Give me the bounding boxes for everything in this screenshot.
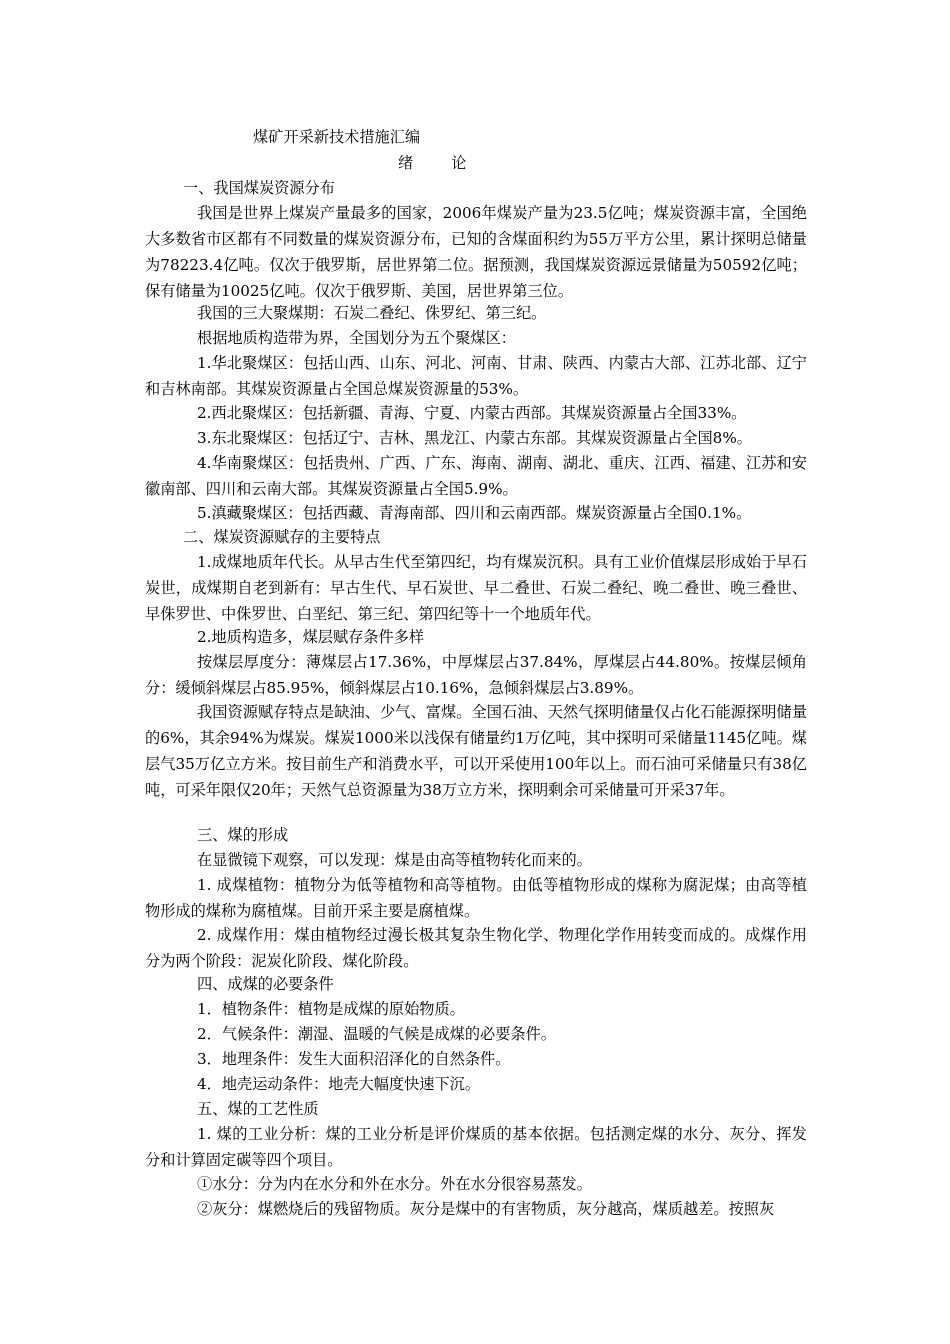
paragraph: 4．地壳运动条件：地壳大幅度快速下沉。 [197,1075,481,1093]
paragraph: 1. 成煤植物：植物分为低等植物和高等植物。由低等植物形成的煤称为腐泥煤；由高等植物形成的煤称为腐植煤。目前开采主要是腐植煤。 [145,876,807,920]
paragraph: 1．植物条件：植物是成煤的原始物质。 [197,1000,465,1018]
paragraph: 1.成煤地质年代长。从早古生代至第四纪，均有煤炭沉积。具有工业价值煤层形成始于早石炭世，成煤期自老到新有：早古生代、早石炭世、早二叠世、石炭二叠纪、晚二叠世、晚三叠世、早侏罗世、中侏罗世、白垩纪、第三纪、第四纪等十一个地质年代。 [145,553,807,623]
section-heading-3: 三、煤的形成 [197,826,289,844]
paragraph: 2．气候条件：潮湿、温暖的气候是成煤的必要条件。 [197,1025,556,1043]
chapter-title-right: 论 [451,154,467,172]
paragraph: 3．地理条件：发生大面积沼泽化的自然条件。 [197,1050,511,1068]
section-heading-5: 五、煤的工艺性质 [197,1100,319,1118]
paragraph: 3.东北聚煤区：包括辽宁、吉林、黑龙江、内蒙古东部。其煤炭资源量占全国8%。 [197,429,752,447]
chapter-title [398,152,466,174]
paragraph: 我国是世界上煤炭产量最多的国家，2006年煤炭产量为23.5亿吨；煤炭资源丰富，全国绝大多数省市区都有不同数量的煤炭资源分布，已知的含煤面积约为55万平方公里，累计探明总储量为78223.4亿吨。仅次于俄罗斯，居世界第二位。据预测，我国煤炭资源远景储量为50592亿吨；保有储量为10025亿吨。仅次于俄罗斯、美国，居世界第三位。 [145,204,807,300]
paragraph: 4.华南聚煤区：包括贵州、广西、广东、海南、湖南、湖北、重庆、江西、福建、江苏和安徽南部、四川和云南大部。其煤炭资源量占全国5.9%。 [145,454,807,498]
section-heading-1: 一、我国煤炭资源分布 [183,179,335,197]
paragraph: 我国的三大聚煤期：石炭二叠纪、侏罗纪、第三纪。 [197,304,547,322]
section-heading-2: 二、煤炭资源赋存的主要特点 [183,528,381,546]
paragraph: ①水分：分为内在水分和外在水分。外在水分很容易蒸发。 [197,1175,592,1193]
paragraph: 2.地质构造多，煤层赋存条件多样 [197,628,425,646]
paragraph: 2. 成煤作用：煤由植物经过漫长极其复杂生物化学、物理化学作用转变而成的。成煤作用分为两个阶段：泥炭化阶段、煤化阶段。 [145,926,807,970]
paragraph: 1.华北聚煤区：包括山西、山东、河北、河南、甘肃、陕西、内蒙古大部、江苏北部、辽宁和吉林南部。其煤炭资源量占全国总煤炭资源量的53%。 [145,354,807,398]
paragraph: 我国资源赋存特点是缺油、少气、富煤。全国石油、天然气探明储量仅占化石能源探明储量的6%，其余94%为煤炭。煤炭1000米以浅保有储量约1万亿吨，其中探明可采储量1145亿吨。煤层气35万亿立方米。按目前生产和消费水平，可以开采使用100年以上。而石油可采储量只有38亿吨，可采年限仅20年；天然气总资源量为38万立方米，探明剩余可采储量可开采37年。 [145,703,807,799]
paragraph: 根据地质构造带为界，全国划分为五个聚煤区： [197,329,516,347]
paragraph: ②灰分：煤燃烧后的残留物质。灰分是煤中的有害物质，灰分越高，煤质越差。按照灰 [197,1200,775,1218]
paragraph: 2.西北聚煤区：包括新疆、青海、宁夏、内蒙古西部。其煤炭资源量占全国33%。 [197,404,747,422]
paragraph: 5.滇藏聚煤区：包括西藏、青海南部、四川和云南西部。煤炭资源量占全国0.1%。 [197,504,752,522]
document-title: 煤矿开采新技术措施汇编 [253,128,421,146]
paragraph: 在显微镜下观察，可以发现：煤是由高等植物转化而来的。 [197,851,592,869]
chapter-title-left: 绪 [398,154,414,172]
section-heading-4: 四、成煤的必要条件 [197,975,334,993]
paragraph: 按煤层厚度分：薄煤层占17.36%，中厚煤层占37.84%，厚煤层占44.80%。按煤层倾角分：缓倾斜煤层占85.95%，倾斜煤层占10.16%，急倾斜煤层占3.89%。 [145,653,807,697]
paragraph: 1. 煤的工业分析：煤的工业分析是评价煤质的基本依据。包括测定煤的水分、灰分、挥发分和计算固定碳等四个项目。 [145,1125,807,1169]
